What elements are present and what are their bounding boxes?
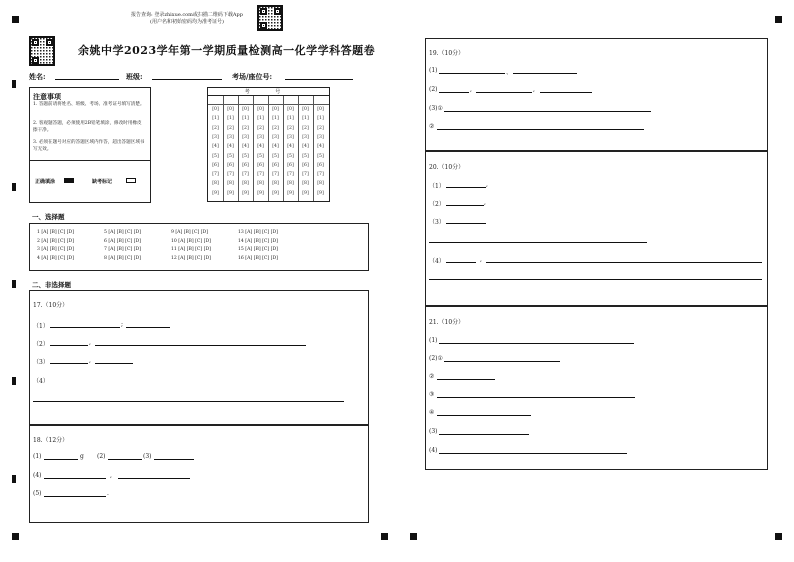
q20-part4-separator: , [480,256,482,263]
exam-digit-bubble[interactable]: [3] [212,134,219,140]
exam-digit-bubble[interactable]: [4] [317,144,324,150]
exam-digit-bubble[interactable]: [6] [302,162,309,168]
choice-question-row[interactable]: 15 [A] [B] [C] [D] [238,247,278,253]
q18-part1-label: (1) [33,453,42,460]
exam-digit-bubble[interactable]: [5] [242,153,249,159]
exam-digit-bubble[interactable]: [2] [212,125,219,131]
exam-digit-bubble[interactable]: [3] [227,134,234,140]
choice-question-row[interactable]: 7 [A] [B] [C] [D] [104,247,141,253]
exam-digit-bubble[interactable]: [6] [242,162,249,168]
exam-digit-bubble[interactable]: [5] [227,153,234,159]
registration-mark-top-right [775,16,782,23]
class-field[interactable] [152,79,222,80]
q20-part4-blank-c[interactable] [429,279,762,280]
q18-part2-blank[interactable] [108,459,142,460]
exam-digit-bubble[interactable]: [3] [272,134,279,140]
q17-part2-blank-b[interactable] [95,345,306,346]
side-mark-5 [12,475,16,483]
q17-title: 17.（10分） [33,302,69,309]
q21-part3-blank[interactable] [439,434,529,435]
q19-part2-blank-b[interactable] [476,92,532,93]
choice-question-row[interactable]: 2 [A] [B] [C] [D] [37,238,74,244]
q19-part2-label: (2) [429,86,438,93]
exam-digit-bubble[interactable]: [9] [287,190,294,196]
q21-part4-label: (4) [429,447,438,454]
exam-digit-bubble[interactable]: [4] [287,144,294,150]
exam-digit-bubble[interactable]: [4] [257,144,264,150]
report-query-note-line2: (用户名和初始密码均为准考证号) [150,19,224,25]
exam-digit-bubble[interactable]: [7] [272,172,279,178]
registration-mark-top-left [12,16,19,23]
exam-digit-bubble[interactable]: [1] [212,116,219,122]
q19-part2-blank-a[interactable] [439,92,469,93]
exam-digit-bubble[interactable]: [9] [302,190,309,196]
q20-part2-label: （2） [429,201,445,208]
q17-part2-label: （2） [33,341,49,348]
q21-part1-label: (1) [429,337,438,344]
exam-digit-bubble[interactable]: [8] [242,181,249,187]
exam-digit-bubble[interactable]: [9] [242,190,249,196]
exam-digit-bubble[interactable]: [6] [272,162,279,168]
exam-digit-bubble[interactable]: [2] [287,125,294,131]
q18-part5-label: (5) [33,490,42,497]
exam-digit-bubble[interactable]: [4] [242,144,249,150]
exam-digit-bubble[interactable]: [7] [227,172,234,178]
exam-digit-bubble[interactable]: [7] [287,172,294,178]
q18-answer-box [29,425,369,523]
q18-part4-separator: , [110,472,112,479]
registration-mark-bottom-center-left [381,533,388,540]
q20-part4-label: （4） [429,258,445,265]
q17-part2-separator: , [89,339,91,346]
exam-digit-bubble[interactable]: [2] [227,125,234,131]
q17-part1-blank-a[interactable] [50,327,120,328]
choice-question-row[interactable]: 1 [A] [B] [C] [D] [37,230,74,235]
q19-answer-box [425,38,768,151]
q21-title: 21.（10分） [429,319,465,326]
exam-digit-bubble[interactable]: [8] [287,181,294,187]
q18-title: 18.（12分） [33,437,69,444]
seat-field[interactable] [285,79,353,80]
q21-part2-3-label: ③ [429,391,435,398]
choice-question-row[interactable]: 3 [A] [B] [C] [D] [37,247,74,253]
seat-label: 考场/座位号: [232,72,273,81]
q17-part3-blank-a[interactable] [50,363,88,364]
notice-title: 注意事项 [33,92,61,101]
exam-digit-bubble[interactable]: [5] [302,153,309,159]
side-mark-4 [12,377,16,385]
exam-digit-bubble[interactable]: [4] [272,144,279,150]
q18-part5-blank[interactable] [44,496,106,497]
absent-mark-label: 缺考标记 [92,179,113,185]
q18-part3-blank[interactable] [154,459,194,460]
q18-part4-blank-a[interactable] [44,478,106,479]
exam-digit-bubble[interactable]: [5] [317,153,324,159]
exam-digit-bubble[interactable]: [2] [317,125,324,131]
q17-part3-blank-b[interactable] [95,363,133,364]
exam-digit-bubble[interactable]: [9] [257,190,264,196]
q17-part1-blank-b[interactable] [126,327,170,328]
exam-digit-bubble[interactable]: [0] [212,107,219,112]
exam-digit-bubble[interactable]: [2] [302,125,309,131]
name-label: 姓名: [29,72,46,81]
q19-part1-separator: 、 [506,69,513,76]
q21-part3-label: (3) [429,428,438,435]
exam-digit-bubble[interactable]: [4] [302,144,309,150]
q20-part3-label: （3） [429,219,445,226]
choice-question-row[interactable]: 11 [A] [B] [C] [D] [171,247,211,253]
exam-digit-bubble[interactable]: [3] [317,134,324,140]
q19-part1-label: (1) [429,67,438,74]
exam-digit-bubble[interactable]: [0] [287,107,294,112]
exam-digit-bubble[interactable]: [6] [212,162,219,168]
q20-part1-blank[interactable] [446,187,486,188]
q17-part4-label: （4） [33,378,49,385]
q21-part4-blank[interactable] [439,453,627,454]
exam-digit-bubble[interactable]: [6] [287,162,294,168]
exam-number-grid [207,87,330,202]
choice-question-row[interactable]: 6 [A] [B] [C] [D] [104,238,141,244]
side-mark-3 [12,280,16,288]
q21-part2-1-blank[interactable] [444,361,560,362]
q18-part4-label: (4) [33,472,42,479]
exam-digit-bubble[interactable]: [3] [302,134,309,140]
fill-correct-sample-icon [64,178,74,183]
exam-digit-bubble[interactable]: [0] [257,107,264,112]
exam-digit-bubble[interactable]: [1] [242,116,249,122]
q17-part3-separator: , [89,357,91,364]
q20-part2-blank[interactable] [446,205,484,206]
exam-number-header: 考 号 [208,88,329,96]
exam-digit-bubble[interactable]: [0] [302,107,309,112]
q20-part4-blank-b[interactable] [486,262,762,263]
q19-part3-label: (3)① [429,105,443,112]
q19-part4-label: ② [429,123,435,130]
exam-digit-bubble[interactable]: [7] [242,172,249,178]
exam-digit-bubble[interactable]: [5] [272,153,279,159]
exam-digit-bubble[interactable]: [8] [272,181,279,187]
q18-part1-unit: g [80,453,84,460]
q20-answer-box [425,151,768,306]
q19-part2-separator-1: , [470,86,472,93]
registration-mark-bottom-center-right [410,533,417,540]
q19-part1-blank-a[interactable] [439,73,505,74]
q17-part1-label: （1） [33,323,49,330]
q18-part1-blank[interactable] [44,459,78,460]
q19-part2-separator-2: , [533,86,535,93]
exam-digit-bubble[interactable]: [2] [272,125,279,131]
q17-part2-blank-a[interactable] [50,345,88,346]
exam-digit-bubble[interactable]: [8] [317,181,324,187]
choice-question-row[interactable]: 4 [A] [B] [C] [D] [37,255,74,261]
exam-digit-bubble[interactable]: [5] [212,153,219,159]
choice-question-row[interactable]: 8 [A] [B] [C] [D] [104,255,141,261]
exam-digit-bubble[interactable]: [3] [242,134,249,140]
q18-part2-label: (2) [97,453,106,460]
exam-digit-bubble[interactable]: [1] [272,116,279,122]
exam-digit-bubble[interactable]: [0] [317,107,324,112]
q21-part2-1-label: (2)① [429,355,443,362]
exam-digit-bubble[interactable]: [7] [257,172,264,178]
side-mark-2 [12,183,16,191]
q19-part2-blank-c[interactable] [540,92,592,93]
exam-digit-bubble[interactable]: [5] [257,153,264,159]
notice-divider [29,160,151,161]
page-title: 余姚中学2023学年第一学期质量检测高一化学学科答题卷 [78,44,376,57]
sheet-qr-code-icon [29,36,55,66]
exam-digit-bubble[interactable]: [1] [317,116,324,122]
q20-title: 20.（10分） [429,164,465,171]
exam-digit-bubble[interactable]: [8] [257,181,264,187]
q18-part4-blank-b[interactable] [118,478,190,479]
q21-part2-4-label: ④ [429,409,435,416]
choice-question-row[interactable]: 10 [A] [B] [C] [D] [171,238,211,244]
q17-part4-blank[interactable] [33,401,344,402]
q19-title: 19.（10分） [429,50,465,57]
exam-digit-bubble[interactable]: [5] [287,153,294,159]
q18-part5-end: . [107,490,109,497]
exam-digit-bubble[interactable]: [8] [212,181,219,187]
exam-digit-bubble[interactable]: [4] [227,144,234,150]
exam-digit-bubble[interactable]: [1] [302,116,309,122]
q20-part2-end: , [484,199,486,206]
exam-digit-bubble[interactable]: [7] [212,172,219,178]
exam-digit-bubble[interactable]: [9] [212,190,219,196]
exam-digit-bubble[interactable]: [1] [287,116,294,122]
q17-answer-box [29,290,369,425]
q20-part4-blank-a[interactable] [446,262,476,263]
notice-item-3: 3. 必须在题号对应的答题区域内作答，超出答题区域书写无效。 [33,140,145,152]
fill-correct-label: 正确填涂 [35,179,56,185]
q19-part1-blank-b[interactable] [513,73,577,74]
choice-question-row[interactable]: 14 [A] [B] [C] [D] [238,238,278,244]
exam-digit-bubble[interactable]: [1] [227,116,234,122]
exam-digit-bubble[interactable]: [0] [227,107,234,112]
side-mark-1 [12,80,16,88]
exam-digit-bubble[interactable]: [3] [287,134,294,140]
q17-part3-label: （3） [33,359,49,366]
exam-digit-bubble[interactable]: [7] [302,172,309,178]
report-query-note-line1: 报告查询: 登录zhixue.com或扫描二维码下载App [131,12,243,18]
choice-question-row[interactable]: 12 [A] [B] [C] [D] [171,255,211,261]
q20-part1-label: （1） [429,183,445,190]
q19-part3-blank[interactable] [444,111,651,112]
exam-digit-bubble[interactable]: [6] [257,162,264,168]
exam-digit-bubble[interactable]: [1] [257,116,264,122]
q20-part1-end: , [486,181,488,188]
notice-item-2: 2. 客观题答题，必须使用2B铅笔填涂，修改时用橡皮擦干净。 [33,121,142,133]
exam-digit-bubble[interactable]: [9] [272,190,279,196]
q20-part3-blank-b[interactable] [429,242,647,243]
exam-digit-bubble[interactable]: [4] [212,144,219,150]
exam-digit-bubble[interactable]: [9] [317,190,324,196]
q19-part4-blank[interactable] [437,129,644,130]
exam-digit-bubble[interactable]: [8] [302,181,309,187]
exam-digit-bubble[interactable]: [7] [317,172,324,178]
report-qr-code-icon [257,5,283,31]
notice-item-1: 1. 答题前请将姓名、班级、考场、准考证号填写清楚。 [33,102,145,107]
registration-mark-bottom-right [775,533,782,540]
exam-digit-bubble[interactable]: [2] [257,125,264,131]
name-field[interactable] [55,79,119,80]
q20-part3-blank-a[interactable] [446,223,486,224]
exam-digit-bubble[interactable]: [9] [227,190,234,196]
choice-question-row[interactable]: 13 [A] [B] [C] [D] [238,230,278,235]
class-label: 班级: [126,72,143,81]
q21-part1-blank[interactable] [439,343,634,344]
q21-part2-3-blank[interactable] [437,397,635,398]
absent-mark-checkbox[interactable] [126,178,136,183]
exam-digit-bubble[interactable]: [3] [257,134,264,140]
q18-part3-label: (3) [143,453,152,460]
choice-question-row[interactable]: 5 [A] [B] [C] [D] [104,230,141,235]
exam-digit-bubble[interactable]: [8] [227,181,234,187]
registration-mark-bottom-left [12,533,19,540]
q21-answer-box [425,306,768,470]
q21-part2-2-label: ② [429,373,435,380]
q21-part2-2-blank[interactable] [437,379,495,380]
choice-question-row[interactable]: 9 [A] [B] [C] [D] [171,230,208,235]
exam-digit-bubble[interactable]: [0] [242,107,249,112]
section-choice-title: 一、选择题 [32,213,65,221]
exam-digit-bubble[interactable]: [6] [227,162,234,168]
q17-part1-separator: ; [121,321,124,328]
exam-digit-bubble[interactable]: [6] [317,162,324,168]
section-nonchoice-title: 二、非选择题 [32,281,71,289]
q21-part2-4-blank[interactable] [437,415,531,416]
exam-digit-bubble[interactable]: [0] [272,107,279,112]
exam-digit-bubble[interactable]: [2] [242,125,249,131]
choice-question-row[interactable]: 16 [A] [B] [C] [D] [238,255,278,261]
